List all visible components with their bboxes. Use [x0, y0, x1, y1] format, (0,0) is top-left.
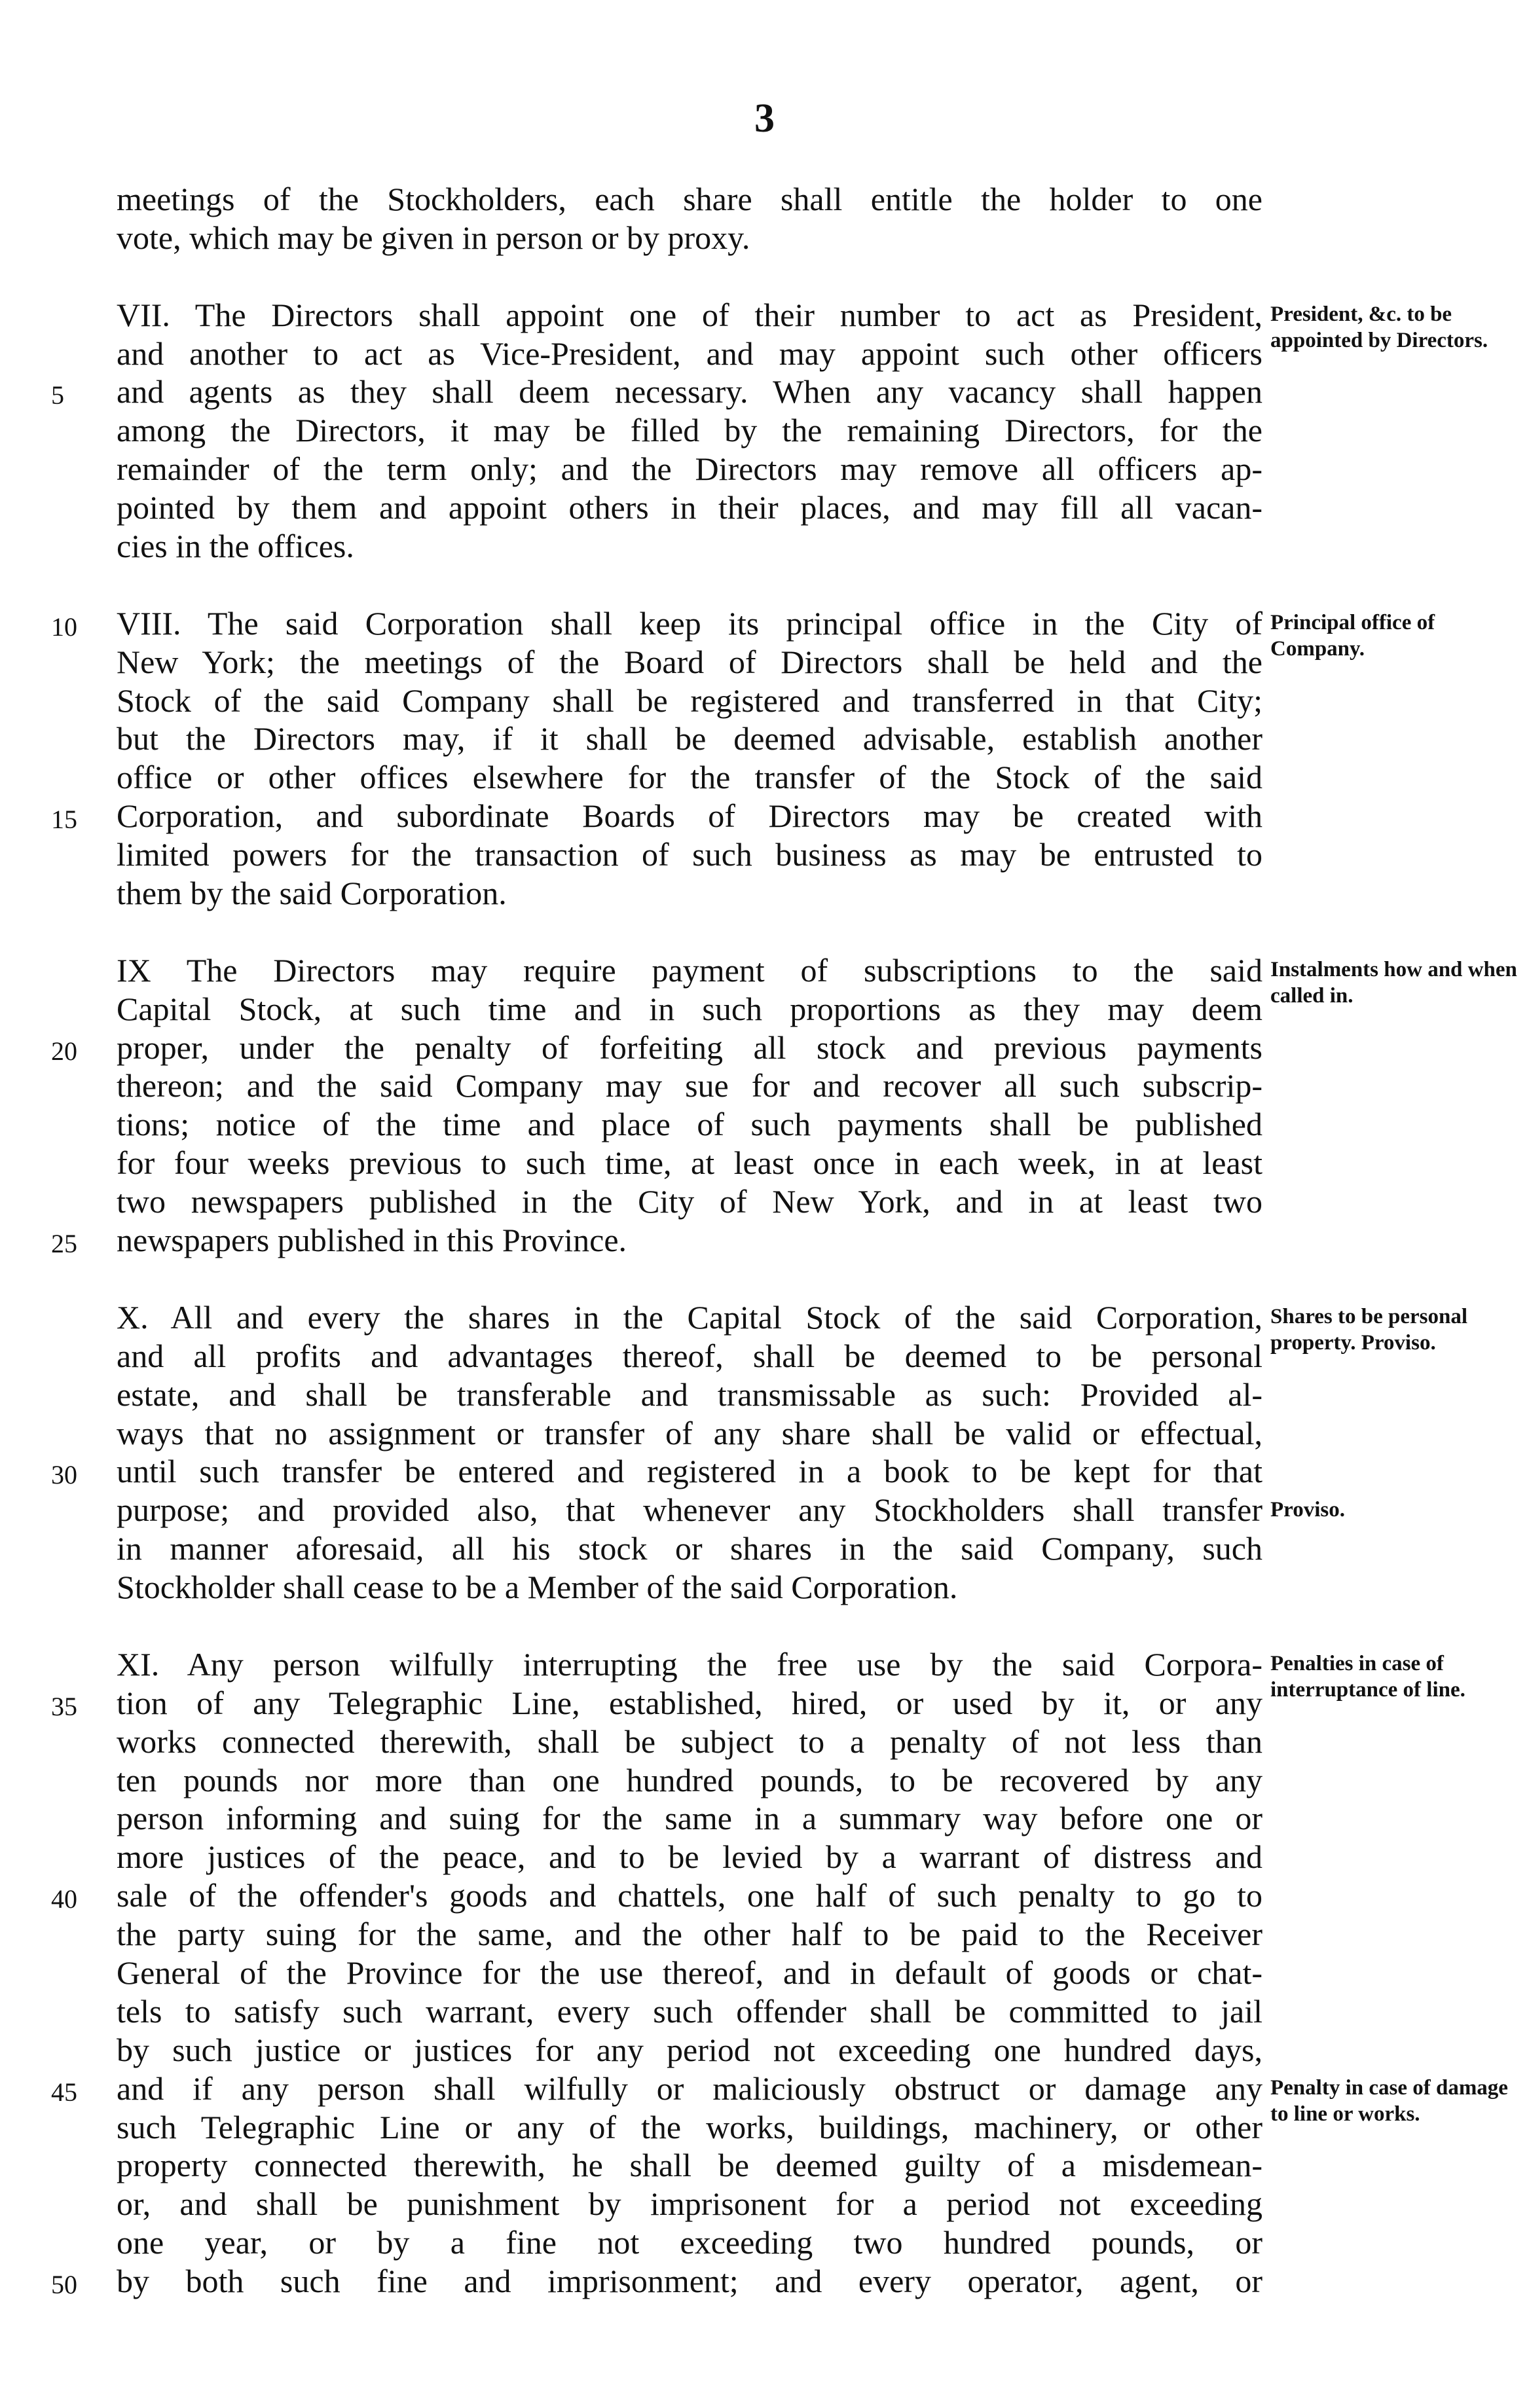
line-text: one year, or by a fine not exceeding two hundred pounds, or	[117, 2224, 1262, 2261]
text-line	[117, 720, 1262, 758]
line-text: by such justice or justices for any period not exceeding one hundred days,	[117, 2031, 1262, 2068]
line-text: them by the said Corporation.	[117, 875, 507, 912]
text-line	[117, 219, 1262, 257]
line-text: or, and shall be punishment by imprisonent for a period not exceeding	[117, 2185, 1262, 2223]
margin-note: Penalties in case of interruptance of line.	[1270, 1652, 1465, 1702]
line-text: pointed by them and appoint others in their places, and may fill all vacan-	[117, 489, 1262, 526]
text-line	[117, 1568, 1262, 1607]
line-text: vote, which may be given in person or by proxy.	[117, 219, 750, 256]
line-text: tions; notice of the time and place of such payments shall be published	[117, 1106, 1262, 1143]
line-text: remainder of the term only; and the Directors may remove all officers ap-	[117, 450, 1262, 488]
line-text: such Telegraphic Line or any of the works, buildings, machinery, or other	[117, 2108, 1262, 2145]
text-line	[117, 1723, 1262, 1761]
line-text: and agents as they shall deem necessary. When any vacancy shall happen	[117, 373, 1262, 410]
line-text: person informing and suing for the same in a summary way before one or	[117, 1800, 1262, 1837]
paragraph-gap	[117, 257, 1262, 296]
text-line	[117, 180, 1262, 219]
paragraph-gap	[117, 913, 1262, 951]
text-line	[51, 1684, 1262, 1723]
line-text: proper, under the penalty of forfeiting all stock and previous payments	[117, 1029, 1262, 1066]
line-text: until such transfer be entered and registered in a book to be kept for that	[117, 1453, 1262, 1490]
text-line	[117, 643, 1262, 682]
line-text: X. All and every the shares in the Capital Stock of the said Corporation,	[117, 1298, 1262, 1336]
line-text: for four weeks previous to such time, at least once in each week, in at least	[117, 1144, 1262, 1182]
line-text: General of the Province for the use thereof, and in default of goods or chat-	[117, 1954, 1262, 1991]
margin-note: Proviso.	[1270, 1497, 1345, 1522]
margin-note: Shares to be personal property. Proviso.	[1270, 1305, 1467, 1355]
text-line	[117, 1105, 1262, 1144]
text-line	[117, 874, 1262, 913]
text-line	[117, 1645, 1262, 1684]
line-number: 45	[51, 2077, 77, 2107]
text-line	[117, 411, 1262, 450]
text-line	[117, 1376, 1262, 1414]
line-text: thereon; and the said Company may sue for and recover all such subscrip-	[117, 1067, 1262, 1104]
text-line	[117, 951, 1262, 990]
line-text: and if any person shall wilfully or maliciously obstruct or damage any	[117, 2070, 1262, 2107]
text-line	[117, 2223, 1262, 2262]
text-line	[51, 1876, 1262, 1915]
line-text: estate, and shall be transferable and transmissable as such: Provided al-	[117, 1376, 1262, 1413]
text-line	[51, 797, 1262, 835]
line-number: 25	[51, 1229, 77, 1259]
line-text: tion of any Telegraphic Line, established, hired, or used by it, or any	[117, 1684, 1262, 1721]
text-line	[117, 758, 1262, 797]
line-number: 15	[51, 805, 77, 835]
text-line	[117, 1337, 1262, 1376]
line-text: limited powers for the transaction of such business as may be entrusted to	[117, 836, 1262, 873]
line-text: office or other offices elsewhere for the transfer of the Stock of the said	[117, 759, 1262, 796]
line-text: more justices of the peace, and to be levied by a warrant of distress and	[117, 1838, 1262, 1876]
line-number: 30	[51, 1460, 77, 1490]
line-number: 40	[51, 1884, 77, 1914]
line-text: among the Directors, it may be filled by the remaining Directors, for the	[117, 412, 1262, 449]
margin-note: Penalty in case of damage to line or works.	[1270, 2076, 1508, 2126]
line-text: VII. The Directors shall appoint one of their number to act as President,	[117, 296, 1262, 333]
line-number: 10	[51, 611, 77, 642]
line-text: meetings of the Stockholders, each share shall entitle the holder to one	[117, 181, 1262, 217]
text-line	[117, 1144, 1262, 1182]
body-text	[51, 180, 1262, 2301]
paragraph-gap	[117, 1607, 1262, 1645]
text-line	[117, 1992, 1262, 2031]
line-text: but the Directors may, if it shall be deemed advisable, establish another	[117, 720, 1262, 757]
line-text: New York; the meetings of the Board of Directors shall be held and the	[117, 643, 1262, 680]
text-line	[117, 1838, 1262, 1876]
line-text: and another to act as Vice-President, and may appoint such other officers	[117, 335, 1262, 372]
text-line	[117, 527, 1262, 566]
line-text: tels to satisfy such warrant, every such offender shall be committed to jail	[117, 1992, 1262, 2030]
line-text: Corporation, and subordinate Boards of Directors may be created with	[117, 797, 1262, 835]
paragraph-gap	[117, 566, 1262, 604]
text-line	[117, 1298, 1262, 1337]
line-text: newspapers published in this Province.	[117, 1222, 627, 1259]
line-text: ten pounds nor more than one hundred pounds, to be recovered by any	[117, 1761, 1262, 1798]
line-text: XI. Any person wilfully interrupting the free use by the said Corpora-	[117, 1645, 1262, 1683]
text-line	[117, 835, 1262, 874]
line-text: cies in the offices.	[117, 528, 354, 565]
line-text: Stock of the said Company shall be registered and transferred in that City;	[117, 682, 1262, 719]
text-line	[117, 2108, 1262, 2147]
line-number: 50	[51, 2270, 77, 2300]
text-line	[117, 990, 1262, 1029]
text-line	[117, 335, 1262, 373]
line-text: Capital Stock, at such time and in such proportions as they may deem	[117, 990, 1262, 1027]
margin-note: President, &c. to be appointed by Directors.	[1270, 302, 1488, 352]
text-line	[117, 1761, 1262, 1800]
line-number: 35	[51, 1691, 77, 1721]
text-line	[117, 1799, 1262, 1838]
line-text: by both such fine and imprisonment; and every operator, agent, or	[117, 2263, 1262, 2300]
text-line	[51, 1221, 1262, 1260]
text-line	[117, 1414, 1262, 1453]
line-text: two newspapers published in the City of New York, and in at least two	[117, 1183, 1262, 1220]
margin-note: Principal office of Company.	[1270, 610, 1435, 661]
line-text: the party suing for the same, and the other half to be paid to the Receiver	[117, 1916, 1262, 1953]
line-text: works connected therewith, shall be subject to a penalty of not less than	[117, 1723, 1262, 1760]
text-line	[117, 1067, 1262, 1105]
text-line	[51, 373, 1262, 411]
line-text: and all profits and advantages thereof, shall be deemed to be personal	[117, 1337, 1262, 1374]
text-line	[51, 2070, 1262, 2108]
text-line	[117, 1529, 1262, 1568]
page-number: 3	[754, 96, 775, 141]
line-text: purpose; and provided also, that whenever any Stockholders shall transfer	[117, 1491, 1262, 1529]
line-text: IX The Directors may require payment of subscriptions to the said	[117, 951, 1262, 989]
paragraph-gap	[117, 1260, 1262, 1298]
text-line	[117, 488, 1262, 527]
margin-note: Instalments how and when called in.	[1270, 958, 1517, 1008]
line-number: 5	[51, 380, 64, 410]
text-line	[117, 1182, 1262, 1221]
text-line	[51, 1029, 1262, 1067]
line-text: ways that no assignment or transfer of any share shall be valid or effectual,	[117, 1414, 1262, 1451]
text-line	[117, 2185, 1262, 2223]
text-line	[117, 2146, 1262, 2185]
line-text: property connected therewith, he shall be deemed guilty of a misdemean-	[117, 2147, 1262, 2184]
text-line	[117, 1491, 1262, 1529]
line-text: Stockholder shall cease to be a Member of the said Corporation.	[117, 1569, 958, 1606]
text-line	[117, 296, 1262, 335]
line-number: 20	[51, 1036, 77, 1066]
text-line	[117, 1915, 1262, 1954]
line-text: in manner aforesaid, all his stock or shares in the said Company, such	[117, 1530, 1262, 1567]
text-line	[117, 1954, 1262, 1992]
text-line	[117, 450, 1262, 488]
text-line	[51, 2262, 1262, 2301]
line-text: sale of the offender's goods and chattels, one half of such penalty to go to	[117, 1877, 1262, 1914]
text-line	[117, 2031, 1262, 2070]
text-line	[51, 604, 1262, 643]
line-text: VIII. The said Corporation shall keep its principal office in the City of	[117, 604, 1262, 642]
text-line	[117, 682, 1262, 720]
text-line	[51, 1452, 1262, 1491]
